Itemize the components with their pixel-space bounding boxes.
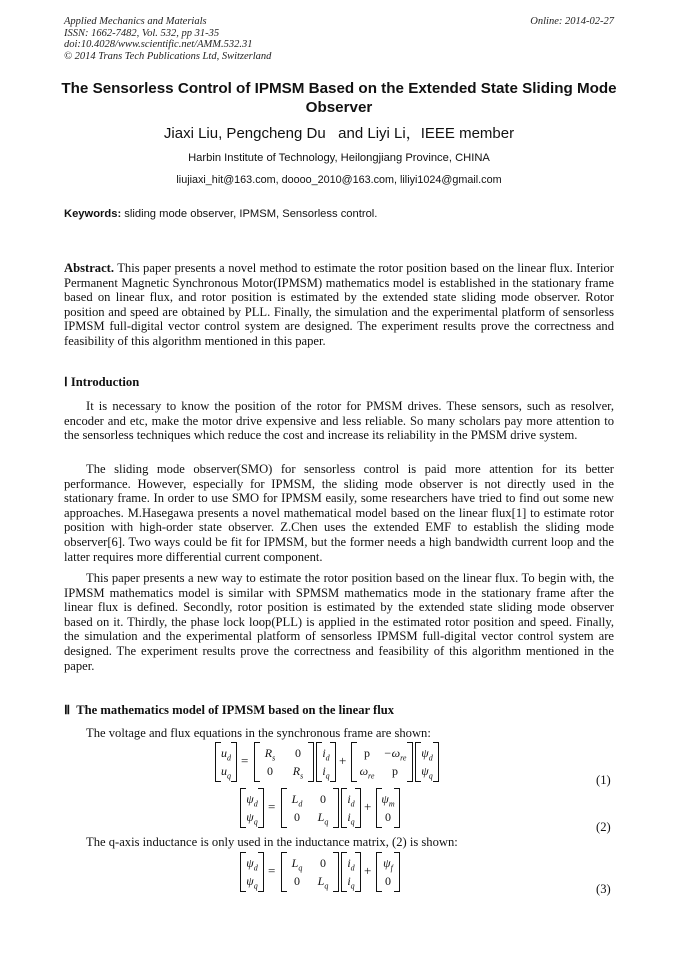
eq3-linear-flux-vector: $\psi_f$ 0 (376, 852, 400, 892)
intro-paragraph-3: This paper presents a new way to estimate the rotor position based on the linear flux. To begin with, the IPMSM mathematics model is similar with SPMSM mathematics mode in the stationary frame after the linear flux is defined. Secondly, rotor position is estimated by the extended state sliding mode observer based on it. Thirdly, the phase lock loop(PLL) is applied in the estimated rotor position and speed. Finally, the simulation and the experimental platform of sensorless IPMSM full-digital vector control system are designed. The experiment results prove the correctness and feasibility of this algorithm mentioned in the paper. (64, 571, 614, 673)
author-emails: liujiaxi_hit@163.com, doooo_2010@163.com, liliyi1024@gmail.com (176, 174, 502, 186)
keywords-text: sliding mode observer, IPMSM, Sensorless control. (121, 208, 378, 220)
equation-1 (215, 742, 445, 782)
affiliation: Harbin Institute of Technology, Heilongjiang Province, CHINA (188, 152, 490, 164)
eq2-current-vector: $i_d$ $i_q$ (341, 788, 361, 828)
eq1-flux-vector: $\psi_d$ $\psi_q$ (415, 742, 439, 782)
eq2-plus: + (364, 799, 372, 814)
eq2-magnet-flux-vector: $\psi_m$ 0 (376, 788, 400, 828)
eq3-lhs-vector: $\psi_d$ $\psi_q$ (240, 852, 264, 892)
journal-name: Applied Mechanics and Materials (64, 16, 207, 27)
paper-title: The Sensorless Control of IPMSM Based on the Extended State Sliding Mode Observer (61, 80, 617, 116)
eq1-resistance-matrix: $R_s$ 0 0 $R_s$ (254, 742, 314, 782)
equation-3 (240, 852, 400, 892)
issn-line: ISSN: 1662-7482, Vol. 532, pp 31-35 (64, 27, 220, 39)
model-intro-text: The voltage and flux equations in the synchronous frame are shown: (86, 726, 431, 740)
intro-paragraph-2: The sliding mode observer(SMO) for sensorless control is paid more attention for its better performance. However, especially for IPMSM, the sliding mode observer is not directly used in the stationary frame. In order to use SMO for IPMSM easily, some researchers have tried to find out some new approaches. M.Hasegawa presents a novel mathematical model based on the linear flux[1] to estimate rotor position with high-order state observer. Z.Chen uses the extended EMF to establish the sliding mode observer[6]. Two ways could be fit for IPMSM, but the former needs a high bandwidth current loop and the latter requires more differential current component. (64, 462, 614, 564)
intro-paragraph-1: It is necessary to know the position of the rotor for PMSM drives. These sensors, such as resolver, encoder and etc, make the motor drive expensive and less reliable. So many scholars pay more attention to the sensorless techniques which reduce the cost and increase its reliability in the PMSM drive system. (64, 399, 614, 443)
abstract (64, 261, 614, 349)
keywords-label: Keywords: (64, 208, 122, 220)
abstract-label: Abstract. (64, 261, 115, 275)
equation-3-number: (3) (596, 882, 611, 896)
online-date: Online: 2014-02-27 (530, 16, 614, 27)
eq1-current-vector: $i_d$ $i_q$ (316, 742, 336, 782)
eq1-ud: $u_d$ (221, 746, 231, 763)
model-between-text: The q-axis inductance is only used in the inductance matrix, (2) is shown: (86, 835, 458, 849)
keywords (64, 208, 614, 221)
doi-line: doi:10.4028/www.scientific.net/AMM.532.31 (64, 39, 253, 50)
eq1-operator-matrix: p $-\omega_{re}$ $\omega_{re}$ p (351, 742, 413, 782)
eq1-uq: $u_q$ (221, 764, 231, 781)
equation-2 (240, 788, 400, 828)
equation-1-number: (1) (596, 773, 611, 787)
copyright-line: © 2014 Trans Tech Publications Ltd, Switzerland (64, 50, 272, 62)
section-heading-introduction: Ⅰ Introduction (64, 375, 140, 389)
eq3-current-vector: $i_d$ $i_q$ (341, 852, 361, 892)
eq1-plus: + (339, 753, 347, 768)
eq3-equals: = (268, 863, 276, 878)
authors: Jiaxi Liu, Pengcheng Du and Liyi Li，IEEE member (163, 125, 515, 142)
eq3-plus: + (364, 863, 372, 878)
eq1-equals: = (241, 753, 249, 768)
journal-header (64, 16, 271, 62)
eq2-inductance-matrix: $L_d$ 0 0 $L_q$ (281, 788, 339, 828)
abstract-text: This paper presents a novel method to estimate the rotor position based on the linear flux. Interior Permanent Magnetic Synchronous Motor(IPMSM) mathematics model is established in the stationary frame based on linear flux, and rotor position is estimated by the extended state sliding mode observer. Rotor position and speed are obtained by PLL. Finally, the simulation and the experimental platform of sensorless IPMSM full-digital vector control system are designed. The experiment results prove the correctness and feasibility of this algorithm mentioned in this paper. (64, 261, 614, 348)
eq2-lhs-vector: $\psi_d$ $\psi_q$ (240, 788, 264, 828)
equation-2-number: (2) (596, 820, 611, 834)
eq1-lhs-vector (215, 742, 237, 782)
eq3-inductance-matrix: $L_q$ 0 0 $L_q$ (281, 852, 339, 892)
eq2-equals: = (268, 799, 276, 814)
section-heading-model: Ⅱ The mathematics model of IPMSM based on the linear flux (64, 703, 395, 717)
